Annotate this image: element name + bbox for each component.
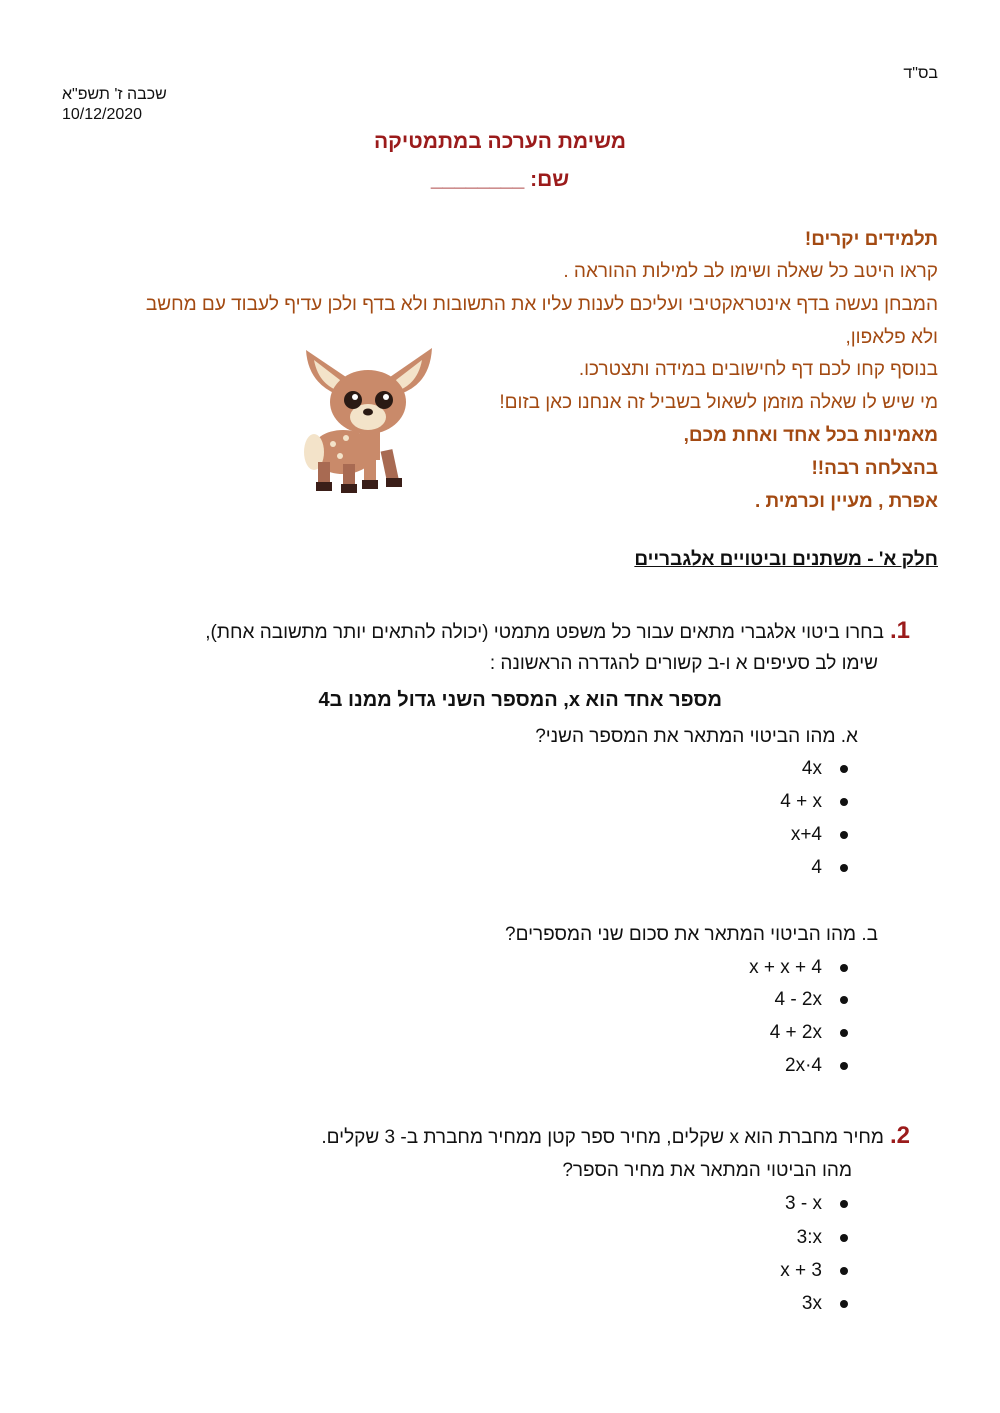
bullet-icon	[840, 1267, 848, 1275]
bullet-icon	[840, 1234, 848, 1242]
bullet-icon	[840, 831, 848, 839]
bullet-icon	[840, 964, 848, 972]
bullet-icon	[840, 1300, 848, 1308]
q2-instruction: מחיר מחברת הוא x שקלים, מחיר ספר קטן ממחיר מחברת ב- 3 שקלים.	[321, 1127, 884, 1148]
bullet-icon	[840, 1029, 848, 1037]
intro-line: קראו היטב כל שאלה ושימו לב למילות ההוראה .	[563, 261, 938, 282]
bullet-icon	[840, 864, 848, 872]
bsd-header: בס"ד	[903, 65, 938, 82]
intro-line: ולא פלאפון,	[845, 327, 938, 348]
q2-question: מהו הביטוי המתאר את מחיר הספר?	[562, 1160, 852, 1181]
q1-instruction: בחרו ביטוי אלגברי מתאים עבור כל משפט מתמטי (יכולה להתאים יותר מתשובה אחת),	[205, 622, 884, 643]
intro-greeting: תלמידים יקרים!	[804, 229, 938, 250]
q1-text	[205, 619, 910, 645]
section-title: חלק א' - משתנים וביטויים אלגבריים	[634, 549, 938, 570]
bullet-icon	[840, 798, 848, 806]
q2-text	[321, 1124, 910, 1150]
bullet-icon	[840, 765, 848, 773]
intro-line: בנוסף קחו לכם דף לחישובים במידה ותצטרכו.	[578, 359, 938, 380]
q1a-question: א. מהו הביטוי המתאר את המספר השני?	[535, 726, 858, 747]
grade-label: שכבה ז' תשפ"א	[62, 86, 167, 103]
bullet-icon	[840, 1062, 848, 1070]
q1-text2: שימו לב סעיפים א ו-ב קשורים להגדרה הראשונה :	[489, 653, 878, 674]
bullet-icon	[840, 996, 848, 1004]
name-blank: ________	[430, 168, 525, 191]
intro-line: בהצלחה רבה!!	[811, 458, 938, 479]
q1-number: 1.	[889, 617, 910, 644]
deer-illustration	[298, 342, 438, 497]
intro-signature: אפרת , מעיין וכרמית .	[754, 491, 938, 512]
date-label: 10/12/2020	[62, 106, 143, 123]
q1b-question: ב. מהו הביטוי המתאר את סכום שני המספרים?	[505, 924, 878, 945]
name-label: שם:	[530, 168, 570, 191]
bullet-icon	[840, 1200, 848, 1208]
intro-line: המבחן נעשה בדף אינטראקטיבי ועליכם לענות עליו את התשובות ולא בדף ולכן עדיף לעבוד עם מחשב	[145, 294, 938, 315]
intro-line: מי שיש לו שאלה מוזמן לשאול בשביל זה אנחנו כאן בזום!	[499, 392, 938, 413]
q2-number: 2.	[889, 1122, 910, 1149]
intro-line: מאמינות בכל אחד ואחת מכם,	[683, 425, 938, 446]
name-field[interactable]	[0, 168, 1000, 192]
q1-definition: מספר אחד הוא x, המספר השני גדול ממנו ב4	[318, 689, 722, 711]
page-title: משימת הערכה במתמטיקה	[373, 130, 627, 153]
